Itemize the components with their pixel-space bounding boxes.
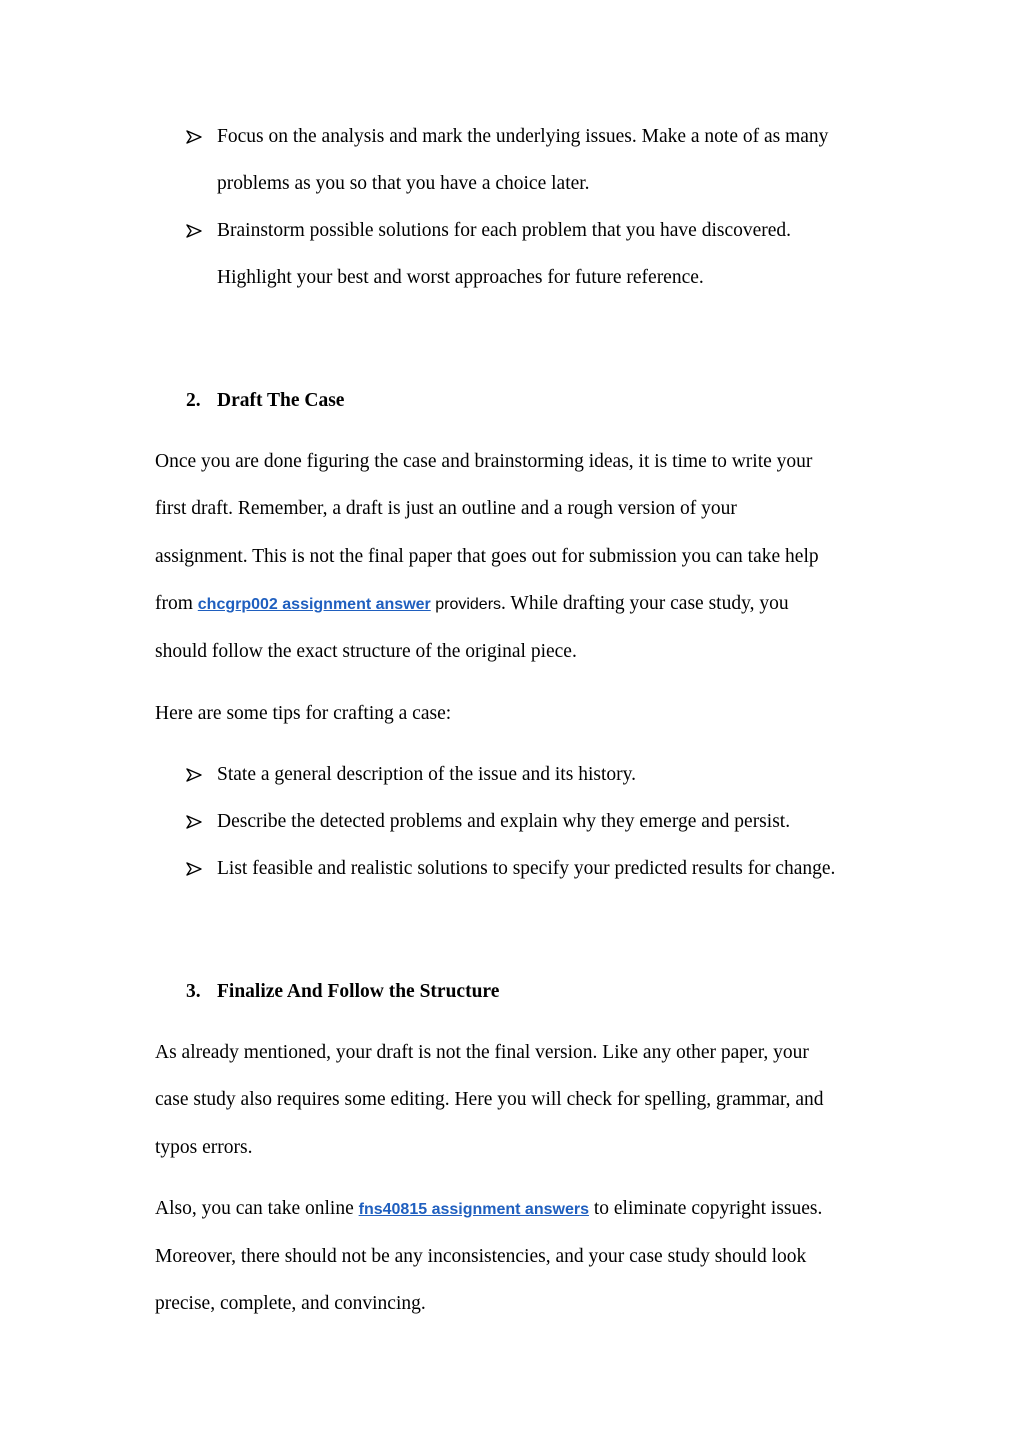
text-fragment: Also, you can take online: [155, 1198, 359, 1219]
paragraph-line: As already mentioned, your draft is not the final version. Like any other paper, your: [155, 1042, 809, 1063]
tip-item: List feasible and realistic solutions to specify your predicted results for change.: [217, 858, 836, 879]
paragraph-line: case study also requires some editing. Here you will check for spelling, grammar, and: [155, 1089, 824, 1110]
bullet-text: Brainstorm possible solutions for each problem that you have discovered.: [217, 220, 792, 241]
paragraph-line: Moreover, there should not be any inconsistencies, and your case study should look: [155, 1246, 807, 1267]
paragraph-line: precise, complete, and convincing.: [155, 1293, 426, 1314]
section-title: Draft The Case: [217, 390, 345, 411]
section-number: 3.: [186, 981, 201, 1002]
section-title: Finalize And Follow the Structure: [217, 981, 500, 1002]
arrow-bullet-icon: [186, 857, 204, 881]
text-fragment: to eliminate copyright issues.: [588, 1198, 823, 1219]
text-fragment: providers: [430, 596, 502, 613]
bullet-text: Focus on the analysis and mark the underlying issues. Make a note of as many: [217, 126, 829, 147]
arrow-bullet-icon: [186, 763, 204, 787]
paragraph-line: first draft. Remember, a draft is just an outline and a rough version of your: [155, 498, 737, 519]
arrow-bullet-icon: [186, 219, 204, 243]
paragraph-line: Once you are done figuring the case and brainstorming ideas, it is time to write your: [155, 451, 813, 472]
tip-item: Describe the detected problems and explain why they emerge and persist.: [217, 811, 791, 832]
paragraph-line: assignment. This is not the final paper that goes out for submission you can take help: [155, 546, 819, 567]
text-fragment: from: [155, 593, 198, 614]
section-heading: [186, 389, 344, 413]
fns40815-assignment-link[interactable]: fns40815 assignment answers: [358, 1201, 589, 1218]
chcgrp002-assignment-link[interactable]: chcgrp002 assignment answer: [197, 596, 431, 613]
paragraph-line: typos errors.: [155, 1137, 253, 1158]
tips-intro: Here are some tips for crafting a case:: [155, 703, 452, 724]
section-number: 2.: [186, 390, 201, 411]
section-heading: [186, 980, 499, 1004]
paragraph-line: [155, 592, 789, 617]
arrow-bullet-icon: [186, 810, 204, 834]
bullet-text-continuation: Highlight your best and worst approaches for future reference.: [217, 267, 704, 288]
arrow-bullet-icon: [186, 125, 204, 149]
paragraph-line: [155, 1197, 822, 1222]
paragraph-line: should follow the exact structure of the original piece.: [155, 641, 577, 662]
tip-item: State a general description of the issue and its history.: [217, 764, 636, 785]
text-fragment: . While drafting your case study, you: [501, 593, 789, 614]
bullet-text-continuation: problems as you so that you have a choice later.: [217, 173, 590, 194]
